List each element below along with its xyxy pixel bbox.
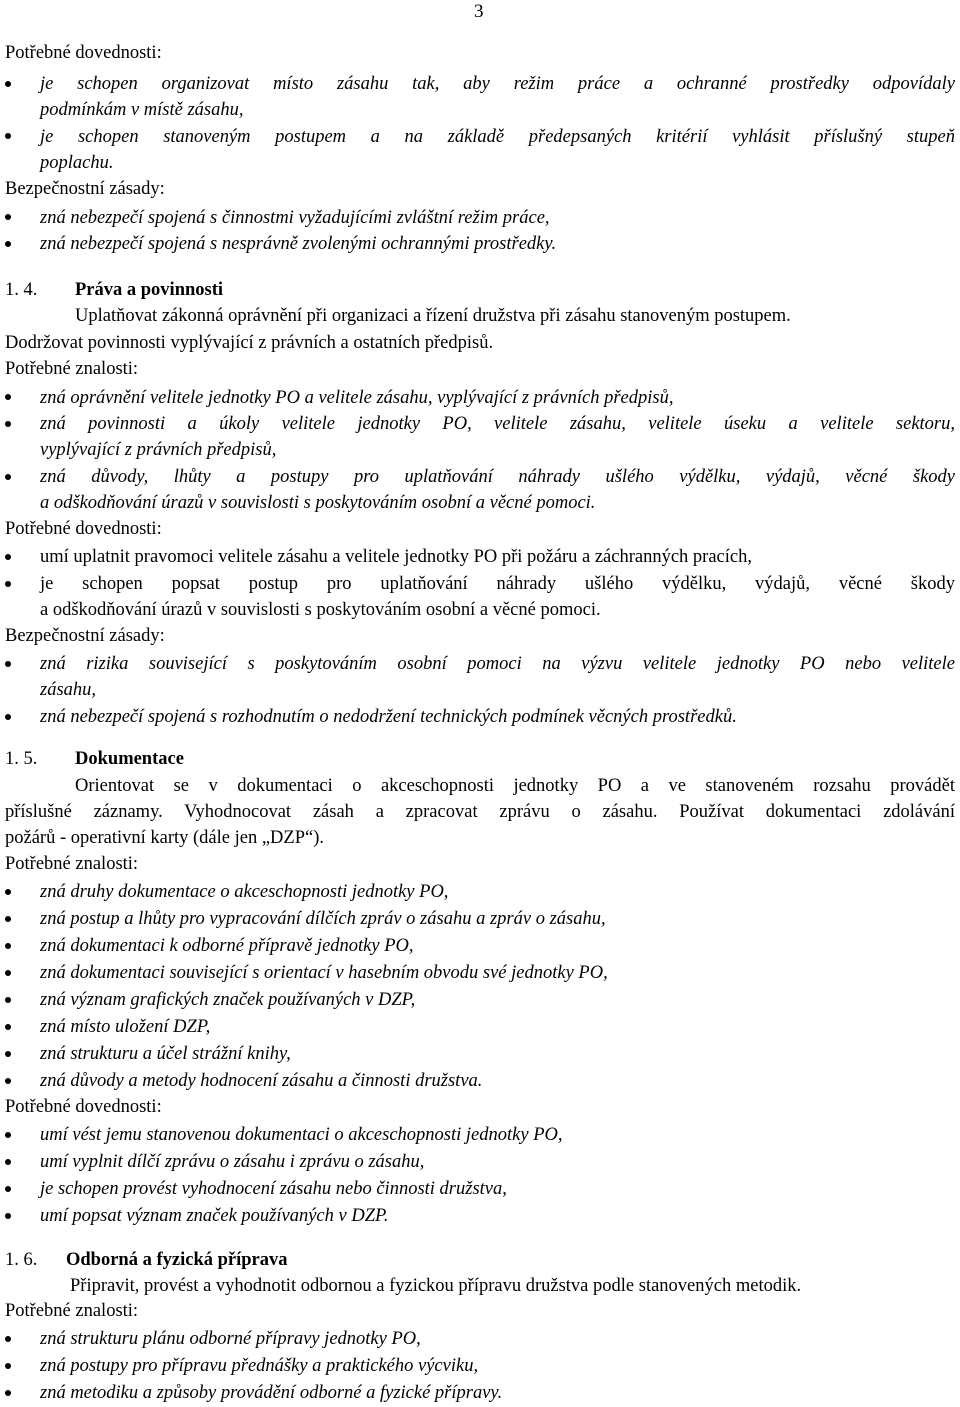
- bullet-icon: [5, 889, 11, 895]
- list-item: je schopen popsat postup pro uplatňování náhrady ušlého výdělku, výdajů, věcné škody: [40, 574, 955, 594]
- paragraph: příslušné záznamy. Vyhodnocovat zásah a zpracovat zprávu o zásahu. Používat dokumentaci zdolávání: [5, 802, 955, 822]
- section-number: 1. 4.: [5, 280, 38, 300]
- list-item-continuation: vyplývající z právních předpisů,: [40, 440, 277, 460]
- bullet-icon: [5, 421, 11, 427]
- section-number: 1. 6.: [5, 1250, 38, 1270]
- bullet-icon: [5, 661, 11, 667]
- bullet-icon: [5, 241, 11, 247]
- list-item: zná nebezpečí spojená s činnostmi vyžadujícími zvláštní režim práce,: [40, 208, 550, 228]
- heading-knowledge: Potřebné znalosti:: [5, 359, 139, 379]
- page-number: 3: [474, 1, 484, 22]
- list-item: zná strukturu a účel strážní knihy,: [40, 1044, 291, 1064]
- bullet-icon: [5, 1024, 11, 1030]
- list-item: zná nebezpečí spojená s rozhodnutím o nedodržení technických podmínek věcných prostředků.: [40, 707, 737, 727]
- list-item-continuation: a odškodňování úrazů v souvislosti s poskytováním osobní a věcné pomoci.: [40, 493, 596, 513]
- bullet-icon: [5, 1159, 11, 1165]
- bullet-icon: [5, 474, 11, 480]
- list-item: umí vést jemu stanovenou dokumentaci o akceschopnosti jednotky PO,: [40, 1125, 563, 1145]
- bullet-icon: [5, 997, 11, 1003]
- list-item: je schopen provést vyhodnocení zásahu nebo činnosti družstva,: [40, 1179, 507, 1199]
- section-number: 1. 5.: [5, 749, 38, 769]
- list-item: zná důvody a metody hodnocení zásahu a činnosti družstva.: [40, 1071, 483, 1091]
- bullet-icon: [5, 1336, 11, 1342]
- bullet-icon: [5, 394, 11, 400]
- list-item: zná dokumentaci související s orientací v hasebním obvodu své jednotky PO,: [40, 963, 608, 983]
- bullet-icon: [5, 214, 11, 220]
- heading-safety: Bezpečnostní zásady:: [5, 626, 165, 646]
- bullet-icon: [5, 1390, 11, 1396]
- list-item: je schopen organizovat místo zásahu tak, aby režim práce a ochranné prostředky odpovídaly: [40, 74, 955, 94]
- bullet-icon: [5, 714, 11, 720]
- paragraph: Připravit, provést a vyhodnotit odbornou a fyzickou přípravu družstva podle stanovených metodik.: [70, 1276, 802, 1296]
- list-item-continuation: podmínkám v místě zásahu,: [40, 100, 244, 120]
- section-title: Dokumentace: [75, 749, 184, 769]
- heading-skills: Potřebné dovednosti:: [5, 43, 162, 63]
- bullet-icon: [5, 1051, 11, 1057]
- section-title: Odborná a fyzická příprava: [66, 1250, 288, 1270]
- list-item: zná metodiku a způsoby provádění odborné a fyzické přípravy.: [40, 1383, 503, 1403]
- bullet-icon: [5, 581, 11, 587]
- bullet-icon: [5, 1132, 11, 1138]
- list-item: umí uplatnit pravomoci velitele zásahu a velitele jednotky PO při požáru a záchranných pracích,: [40, 547, 752, 567]
- bullet-icon: [5, 1363, 11, 1369]
- paragraph: Dodržovat povinnosti vyplývající z právních a ostatních předpisů.: [5, 333, 494, 353]
- bullet-icon: [5, 81, 11, 87]
- bullet-icon: [5, 1078, 11, 1084]
- list-item: zná význam grafických značek používaných v DZP,: [40, 990, 416, 1010]
- list-item: zná druhy dokumentace o akceschopnosti jednotky PO,: [40, 882, 449, 902]
- heading-knowledge: Potřebné znalosti:: [5, 1301, 139, 1321]
- list-item: zná dokumentaci k odborné přípravě jednotky PO,: [40, 936, 414, 956]
- bullet-icon: [5, 133, 11, 139]
- bullet-icon: [5, 970, 11, 976]
- paragraph: Orientovat se v dokumentaci o akceschopnosti jednotky PO a ve stanoveném rozsahu provádět: [75, 776, 955, 796]
- list-item: zná rizika související s poskytováním osobní pomoci na výzvu velitele jednotky PO nebo velitele: [40, 654, 955, 674]
- list-item: zná povinnosti a úkoly velitele jednotky PO, velitele zásahu, velitele úseku a velitele sektoru,: [40, 414, 955, 434]
- bullet-icon: [5, 943, 11, 949]
- list-item: zná postupy pro přípravu přednášky a praktického výcviku,: [40, 1356, 479, 1376]
- list-item-continuation: a odškodňování úrazů v souvislosti s poskytováním osobní a věcné pomoci.: [40, 600, 601, 620]
- list-item: zná místo uložení DZP,: [40, 1017, 211, 1037]
- list-item: umí vyplnit dílčí zprávu o zásahu i zprávu o zásahu,: [40, 1152, 425, 1172]
- list-item-continuation: zásahu,: [40, 680, 97, 700]
- heading-skills: Potřebné dovednosti:: [5, 519, 162, 539]
- heading-skills: Potřebné dovednosti:: [5, 1097, 162, 1117]
- paragraph: požárů - operativní karty (dále jen „DZP“).: [5, 828, 324, 848]
- bullet-icon: [5, 1213, 11, 1219]
- heading-safety: Bezpečnostní zásady:: [5, 179, 165, 199]
- paragraph: Uplatňovat zákonná oprávnění při organizaci a řízení družstva při zásahu stanoveným postupem.: [75, 306, 791, 326]
- list-item: zná nebezpečí spojená s nesprávně zvolenými ochrannými prostředky.: [40, 234, 557, 254]
- bullet-icon: [5, 1186, 11, 1192]
- bullet-icon: [5, 554, 11, 560]
- list-item: zná postup a lhůty pro vypracování dílčích zpráv o zásahu a zpráv o zásahu,: [40, 909, 606, 929]
- section-title: Práva a povinnosti: [75, 280, 224, 300]
- list-item-continuation: poplachu.: [40, 153, 114, 173]
- bullet-icon: [5, 916, 11, 922]
- list-item: zná oprávnění velitele jednotky PO a velitele zásahu, vyplývající z právních předpisů,: [40, 388, 674, 408]
- list-item: zná strukturu plánu odborné přípravy jednotky PO,: [40, 1329, 421, 1349]
- list-item: je schopen stanoveným postupem a na základě předepsaných kritérií vyhlásit příslušný stupeň: [40, 127, 955, 147]
- heading-knowledge: Potřebné znalosti:: [5, 854, 139, 874]
- list-item: umí popsat význam značek používaných v DZP.: [40, 1206, 389, 1226]
- list-item: zná důvody, lhůty a postupy pro uplatňování náhrady ušlého výdělku, výdajů, věcné škody: [40, 467, 955, 487]
